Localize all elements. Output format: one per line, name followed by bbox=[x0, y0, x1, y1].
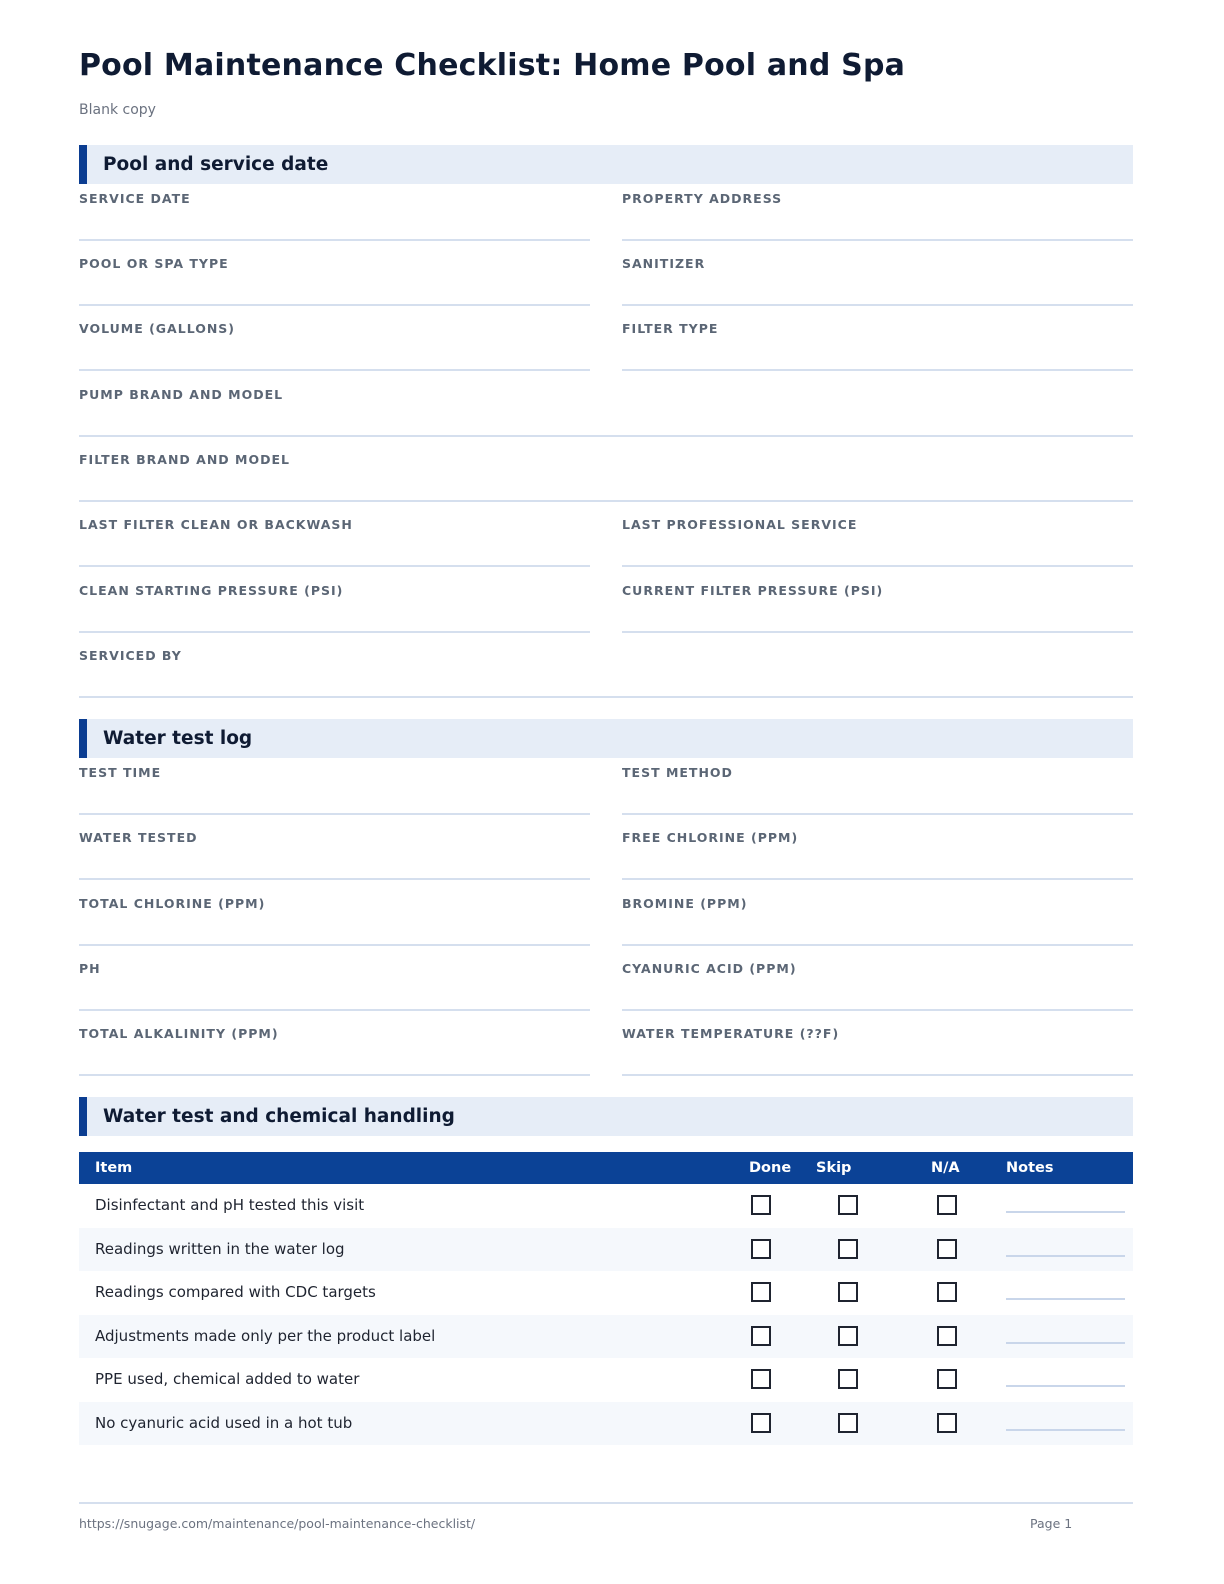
section-header-water-log bbox=[79, 719, 1133, 758]
page-number: Page 1 bbox=[1030, 1516, 1073, 1531]
skip-checkbox[interactable] bbox=[838, 1369, 858, 1389]
notes-field[interactable] bbox=[1006, 1429, 1125, 1431]
field-cyanuric-acid[interactable] bbox=[622, 961, 1133, 1011]
field-pool-or-spa-type[interactable] bbox=[79, 256, 590, 306]
field-label: TEST METHOD bbox=[622, 765, 733, 780]
field-last-professional-service[interactable] bbox=[622, 517, 1133, 567]
field-sanitizer[interactable] bbox=[622, 256, 1133, 306]
skip-checkbox[interactable] bbox=[838, 1413, 858, 1433]
na-checkbox[interactable] bbox=[937, 1282, 957, 1302]
table-row bbox=[79, 1315, 1133, 1359]
field-label: FILTER BRAND AND MODEL bbox=[79, 452, 290, 467]
document-title: Pool Maintenance Checklist: Home Pool and Spa bbox=[79, 48, 906, 83]
section-header-pool bbox=[79, 145, 1133, 184]
skip-checkbox[interactable] bbox=[838, 1326, 858, 1346]
field-water-temperature[interactable] bbox=[622, 1026, 1133, 1076]
field-property-address[interactable] bbox=[622, 191, 1133, 241]
na-checkbox[interactable] bbox=[937, 1326, 957, 1346]
column-header-na: N/A bbox=[931, 1160, 960, 1176]
field-service-date[interactable] bbox=[79, 191, 590, 241]
row-item-label: Readings compared with CDC targets bbox=[95, 1283, 376, 1301]
field-serviced-by[interactable] bbox=[79, 648, 1133, 698]
na-checkbox[interactable] bbox=[937, 1413, 957, 1433]
skip-checkbox[interactable] bbox=[838, 1195, 858, 1215]
column-header-notes: Notes bbox=[1006, 1160, 1054, 1176]
field-label: CYANURIC ACID (PPM) bbox=[622, 961, 797, 976]
field-label: FILTER TYPE bbox=[622, 321, 719, 336]
field-total-alkalinity[interactable] bbox=[79, 1026, 590, 1076]
skip-checkbox[interactable] bbox=[838, 1239, 858, 1259]
document-subtitle: Blank copy bbox=[79, 102, 156, 118]
field-label: LAST FILTER CLEAN OR BACKWASH bbox=[79, 517, 353, 532]
table-row bbox=[79, 1402, 1133, 1446]
field-label: SERVICED BY bbox=[79, 648, 182, 663]
field-filter-brand-model[interactable] bbox=[79, 452, 1133, 502]
field-last-filter-clean[interactable] bbox=[79, 517, 590, 567]
footer-divider bbox=[79, 1502, 1133, 1504]
notes-field[interactable] bbox=[1006, 1255, 1125, 1257]
notes-field[interactable] bbox=[1006, 1298, 1125, 1300]
field-free-chlorine[interactable] bbox=[622, 830, 1133, 880]
field-label: SANITIZER bbox=[622, 256, 706, 271]
checklist-page bbox=[79, 0, 1133, 1584]
field-filter-type[interactable] bbox=[622, 321, 1133, 371]
section-title: Water test and chemical handling bbox=[103, 1106, 455, 1127]
notes-field[interactable] bbox=[1006, 1211, 1125, 1213]
field-label: FREE CHLORINE (PPM) bbox=[622, 830, 799, 845]
na-checkbox[interactable] bbox=[937, 1369, 957, 1389]
table-row bbox=[79, 1358, 1133, 1402]
field-label: CLEAN STARTING PRESSURE (PSI) bbox=[79, 583, 344, 598]
column-header-done: Done bbox=[749, 1160, 792, 1176]
row-item-label: PPE used, chemical added to water bbox=[95, 1370, 360, 1388]
done-checkbox[interactable] bbox=[751, 1369, 771, 1389]
done-checkbox[interactable] bbox=[751, 1413, 771, 1433]
field-label: PH bbox=[79, 961, 101, 976]
table-row bbox=[79, 1228, 1133, 1272]
notes-field[interactable] bbox=[1006, 1385, 1125, 1387]
field-label: WATER TESTED bbox=[79, 830, 198, 845]
field-current-filter-pressure[interactable] bbox=[622, 583, 1133, 633]
field-label: PROPERTY ADDRESS bbox=[622, 191, 783, 206]
column-header-skip: Skip bbox=[816, 1160, 852, 1176]
field-clean-starting-pressure[interactable] bbox=[79, 583, 590, 633]
table-row bbox=[79, 1184, 1133, 1228]
field-water-tested[interactable] bbox=[79, 830, 590, 880]
done-checkbox[interactable] bbox=[751, 1326, 771, 1346]
field-label: LAST PROFESSIONAL SERVICE bbox=[622, 517, 858, 532]
na-checkbox[interactable] bbox=[937, 1239, 957, 1259]
skip-checkbox[interactable] bbox=[838, 1282, 858, 1302]
field-label: WATER TEMPERATURE (??F) bbox=[622, 1026, 840, 1041]
field-pump-brand-model[interactable] bbox=[79, 387, 1133, 437]
field-total-chlorine[interactable] bbox=[79, 896, 590, 946]
done-checkbox[interactable] bbox=[751, 1239, 771, 1259]
done-checkbox[interactable] bbox=[751, 1195, 771, 1215]
checklist-table-header bbox=[79, 1152, 1133, 1184]
field-label: VOLUME (GALLONS) bbox=[79, 321, 236, 336]
row-item-label: No cyanuric acid used in a hot tub bbox=[95, 1413, 353, 1432]
field-label: SERVICE DATE bbox=[79, 191, 191, 206]
section-header-chemical bbox=[79, 1097, 1133, 1136]
field-label: POOL OR SPA TYPE bbox=[79, 256, 229, 271]
done-checkbox[interactable] bbox=[751, 1282, 771, 1302]
field-label: TEST TIME bbox=[79, 765, 162, 780]
field-bromine[interactable] bbox=[622, 896, 1133, 946]
notes-field[interactable] bbox=[1006, 1342, 1125, 1344]
field-ph[interactable] bbox=[79, 961, 590, 1011]
field-label: CURRENT FILTER PRESSURE (PSI) bbox=[622, 583, 884, 598]
na-checkbox[interactable] bbox=[937, 1195, 957, 1215]
row-item-label: Disinfectant and pH tested this visit bbox=[95, 1196, 365, 1214]
row-item-label: Readings written in the water log bbox=[95, 1239, 345, 1258]
field-test-method[interactable] bbox=[622, 765, 1133, 815]
footer-url: https://snugage.com/maintenance/pool-maintenance-checklist/ bbox=[79, 1516, 476, 1531]
section-title: Water test log bbox=[103, 728, 253, 749]
field-label: TOTAL CHLORINE (PPM) bbox=[79, 896, 266, 911]
table-row bbox=[79, 1271, 1133, 1315]
field-test-time[interactable] bbox=[79, 765, 590, 815]
field-label: TOTAL ALKALINITY (PPM) bbox=[79, 1026, 279, 1041]
field-label: BROMINE (PPM) bbox=[622, 896, 748, 911]
field-volume-gallons[interactable] bbox=[79, 321, 590, 371]
field-label: PUMP BRAND AND MODEL bbox=[79, 387, 284, 402]
row-item-label: Adjustments made only per the product label bbox=[95, 1326, 436, 1345]
column-header-item: Item bbox=[95, 1160, 133, 1176]
section-title: Pool and service date bbox=[103, 154, 329, 175]
